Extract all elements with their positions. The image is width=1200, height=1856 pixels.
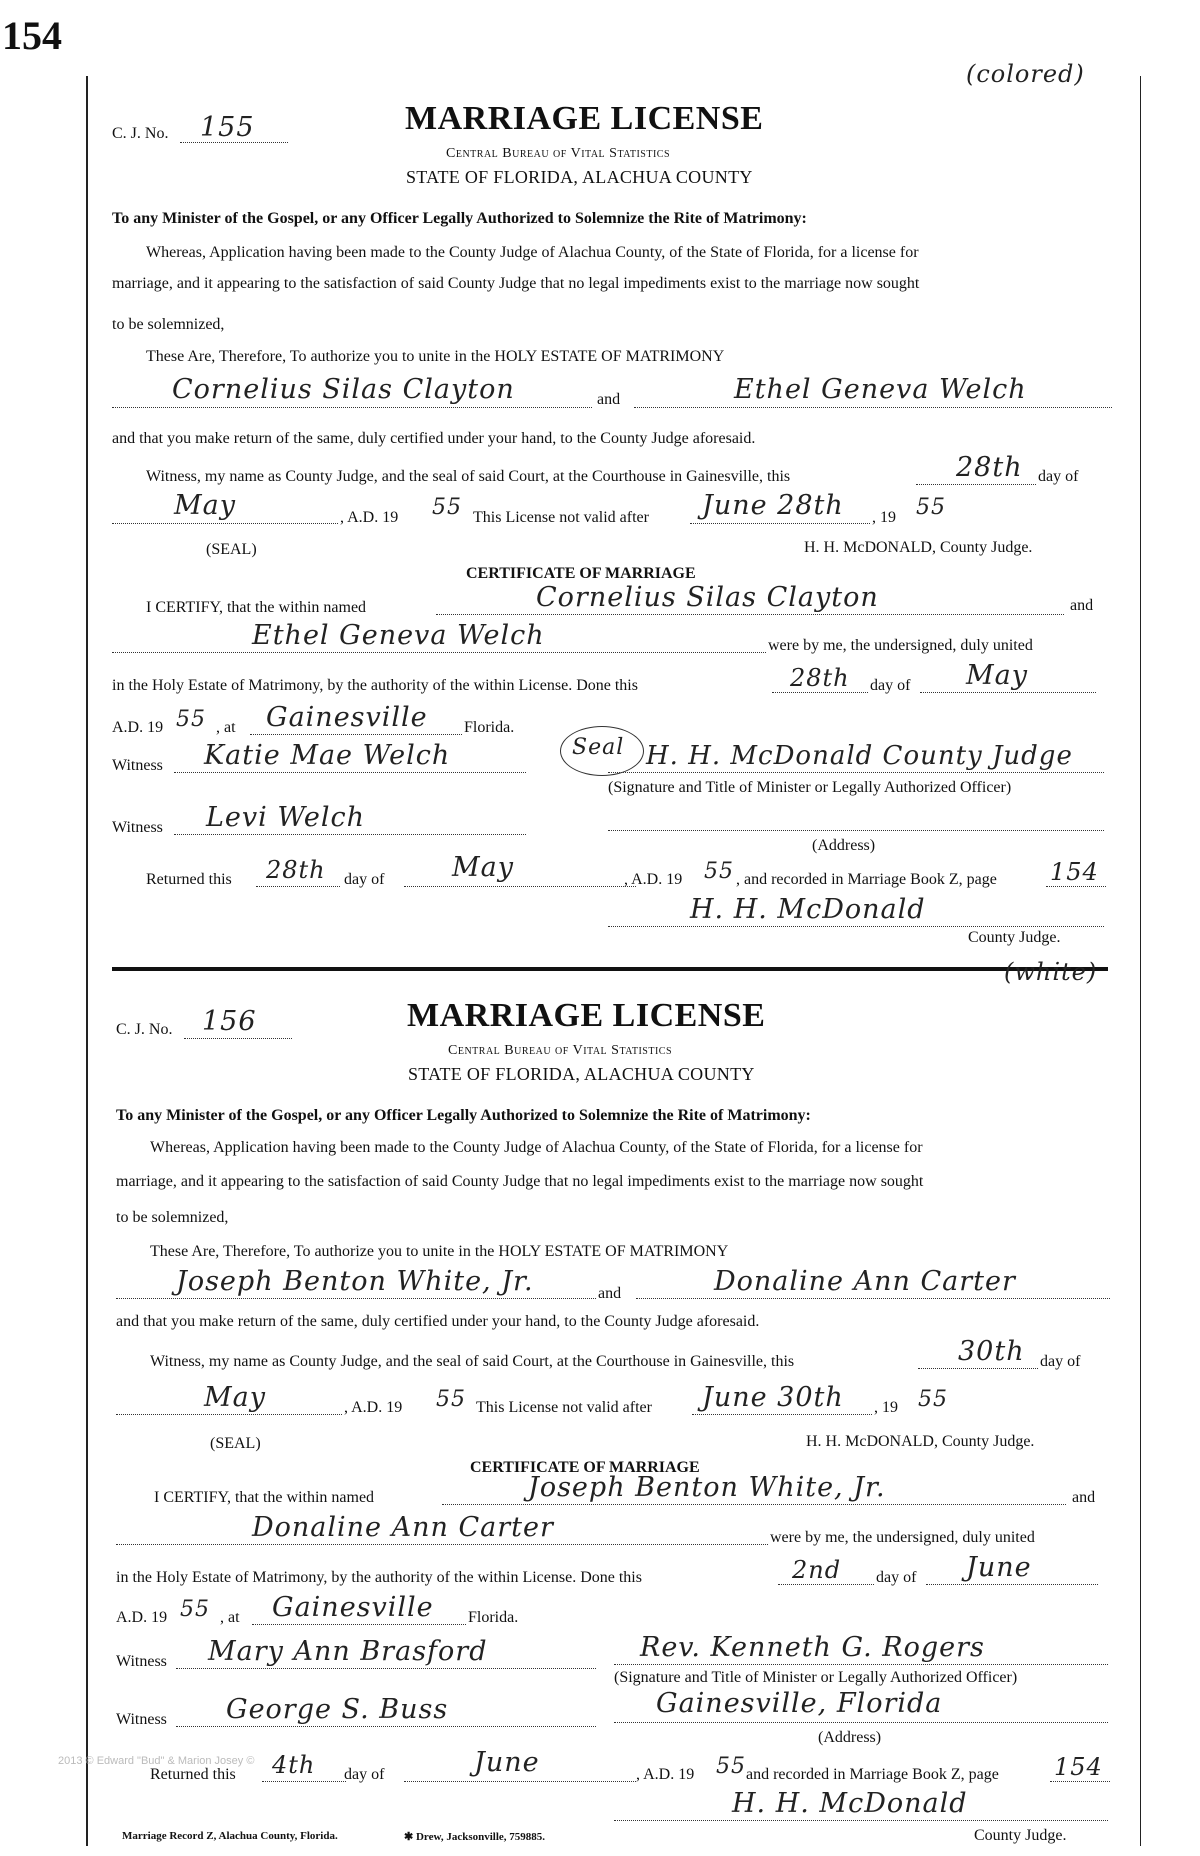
- clerk-signature: H. H. McDonald: [690, 894, 926, 925]
- dotted-line: [926, 1584, 1098, 1585]
- comma-19-label: , 19: [874, 1399, 898, 1416]
- at-label: , at: [220, 1609, 240, 1626]
- done-year: 55: [180, 1597, 210, 1622]
- dotted-line: [112, 523, 338, 524]
- issue-year: 55: [436, 1387, 466, 1412]
- ad-label: , A.D. 19: [340, 509, 399, 526]
- expiry-date: June 28th: [702, 490, 844, 521]
- florida-label: Florida.: [464, 719, 515, 736]
- bureau-subtitle: Central Bureau of Vital Statistics: [448, 1043, 673, 1058]
- witness-2-name: George S. Buss: [226, 1694, 449, 1725]
- groom-name: Cornelius Silas Clayton: [172, 374, 515, 405]
- county-judge-label: County Judge.: [968, 929, 1061, 946]
- comma-19-label: , 19: [872, 509, 896, 526]
- seal-label: (SEAL): [210, 1435, 261, 1452]
- dotted-line: [184, 1038, 292, 1039]
- copyright-watermark: 2013 © Edward "Bud" & Marion Josey ©: [58, 1755, 255, 1767]
- returned-month: June: [474, 1747, 540, 1778]
- footer-record: Marriage Record Z, Alachua County, Florida.: [122, 1830, 338, 1842]
- bureau-subtitle: Central Bureau of Vital Statistics: [446, 146, 671, 161]
- dotted-line: [176, 1668, 596, 1669]
- issue-year: 55: [432, 495, 462, 520]
- done-year: 55: [176, 707, 206, 732]
- place: Gainesville: [272, 1592, 434, 1623]
- and-word: and: [597, 391, 621, 408]
- page-number: 154: [2, 13, 62, 58]
- cert-groom-name: Joseph Benton White, Jr.: [528, 1472, 886, 1503]
- cert-bride-name: Donaline Ann Carter: [252, 1512, 554, 1543]
- dotted-line: [112, 407, 592, 408]
- officiant-signature: Rev. Kenneth G. Rogers: [640, 1632, 985, 1663]
- dotted-line: [116, 1544, 768, 1545]
- return-line: and that you make return of the same, duly certified under your hand, to the County Judge aforesaid.: [112, 430, 756, 447]
- returned-day: 4th: [272, 1751, 316, 1779]
- book-page: 154: [1050, 858, 1099, 886]
- ad-year-label: A.D. 19: [116, 1609, 168, 1626]
- bride-name: Ethel Geneva Welch: [734, 374, 1027, 405]
- printer-text: Drew, Jacksonville, 759885.: [415, 1831, 546, 1843]
- printer-mark-icon: ✱: [404, 1831, 416, 1843]
- expiry-year: 55: [916, 495, 946, 520]
- cert-and-word: and: [1070, 597, 1094, 614]
- done-month: June: [966, 1552, 1032, 1583]
- dotted-line: [690, 523, 870, 524]
- dotted-line: [436, 614, 1064, 615]
- cj-label: C. J. No.: [112, 125, 169, 142]
- done-day-of-label: day of: [870, 677, 911, 694]
- place: Gainesville: [266, 702, 428, 733]
- signature-caption: (Signature and Title of Minister or Legally Authorized Officer): [608, 779, 1012, 796]
- dotted-line: [404, 1781, 636, 1782]
- section-divider: [112, 967, 1108, 971]
- seal-label: (SEAL): [206, 541, 257, 558]
- dotted-line: [918, 1368, 1038, 1369]
- witness-1-name: Mary Ann Brasford: [208, 1636, 488, 1667]
- witness-label-1: Witness: [112, 757, 163, 774]
- certify-line: I CERTIFY, that the within named: [154, 1489, 375, 1506]
- returned-year: 55: [704, 859, 734, 884]
- returned-ad-label: , A.D. 19: [624, 871, 683, 888]
- dotted-line: [916, 484, 1036, 485]
- returned-label: Returned this: [146, 871, 232, 888]
- dotted-line: [262, 1781, 346, 1782]
- returned-day-of-label: day of: [344, 1766, 385, 1783]
- dotted-line: [636, 1298, 1110, 1299]
- certify-line: I CERTIFY, that the within named: [146, 599, 367, 616]
- holy-estate-line: in the Holy Estate of Matrimony, by the authority of the within License. Done this: [112, 677, 638, 694]
- witness-county-judge-line: Witness, my name as County Judge, and the seal of said Court, at the Courthouse in Gainesville, this: [150, 1353, 795, 1370]
- book-page: 154: [1054, 1753, 1103, 1781]
- expiry-date: June 30th: [702, 1382, 844, 1413]
- dotted-line: [112, 652, 766, 653]
- state-county: STATE OF FLORIDA, ALACHUA COUNTY: [406, 167, 753, 187]
- issue-month: May: [174, 490, 236, 521]
- witness-label-1: Witness: [116, 1653, 167, 1670]
- not-valid-label: This License not valid after: [473, 509, 649, 526]
- done-day: 2nd: [792, 1556, 842, 1584]
- footer-printer: [404, 1830, 545, 1843]
- ad-label: , A.D. 19: [344, 1399, 403, 1416]
- dotted-line: [174, 834, 526, 835]
- whereas-line-1: Whereas, Application having been made to the County Judge of Alachua County, of the State of Florida, for a license for: [146, 244, 919, 261]
- returned-day-of-label: day of: [344, 871, 385, 888]
- signature-caption: (Signature and Title of Minister or Legally Authorized Officer): [614, 1669, 1018, 1686]
- dotted-line: [634, 407, 1112, 408]
- returned-year: 55: [716, 1754, 746, 1779]
- not-valid-label: This License not valid after: [476, 1399, 652, 1416]
- seal-mark: Seal: [572, 735, 625, 760]
- cert-bride-name: Ethel Geneva Welch: [252, 620, 545, 651]
- address-caption: (Address): [818, 1729, 882, 1746]
- race-note: (colored): [966, 60, 1085, 88]
- certificate-title: CERTIFICATE OF MARRIAGE: [470, 1459, 700, 1476]
- florida-label: Florida.: [468, 1609, 519, 1626]
- authorize-line: These Are, Therefore, To authorize you to unite in the HOLY ESTATE OF MATRIMONY: [150, 1243, 729, 1260]
- done-month: May: [966, 660, 1028, 691]
- day-of-label: day of: [1040, 1353, 1081, 1370]
- license-title: MARRIAGE LICENSE: [407, 997, 766, 1034]
- dotted-line: [614, 1820, 1108, 1821]
- race-note: (white): [1004, 958, 1098, 986]
- recorded-label: , and recorded in Marriage Book Z, page: [736, 871, 997, 888]
- dotted-line: [692, 1414, 872, 1415]
- certificate-title: CERTIFICATE OF MARRIAGE: [466, 565, 696, 582]
- and-word: and: [598, 1285, 622, 1302]
- dotted-line: [608, 772, 1104, 773]
- dotted-line: [608, 926, 1104, 927]
- dotted-line: [116, 1298, 596, 1299]
- ad-year-label: A.D. 19: [112, 719, 164, 736]
- returned-label: Returned this: [150, 1766, 236, 1783]
- clerk-signature: H. H. McDonald: [732, 1788, 968, 1819]
- dotted-line: [614, 1664, 1108, 1665]
- address-line: To any Minister of the Gospel, or any Officer Legally Authorized to Solemnize the Rite of Matrimony:: [116, 1107, 811, 1124]
- license-title: MARRIAGE LICENSE: [405, 100, 764, 137]
- dotted-line: [404, 886, 636, 887]
- united-line: were by me, the undersigned, duly united: [770, 1529, 1035, 1546]
- judge-label: H. H. McDONALD, County Judge.: [804, 539, 1033, 556]
- dotted-line: [920, 692, 1096, 693]
- judge-label: H. H. McDONALD, County Judge.: [806, 1433, 1035, 1450]
- cert-and-word: and: [1072, 1489, 1096, 1506]
- cj-label: C. J. No.: [116, 1021, 173, 1038]
- groom-name: Joseph Benton White, Jr.: [176, 1266, 534, 1297]
- done-day: 28th: [790, 664, 850, 692]
- whereas-line-2: marriage, and it appearing to the satisfaction of said County Judge that no legal impediments exist to the marriage now sought: [112, 275, 920, 292]
- dotted-line: [608, 830, 1104, 831]
- returned-ad-label: , A.D. 19: [636, 1766, 695, 1783]
- day-of-label: day of: [1038, 468, 1079, 485]
- returned-day: 28th: [266, 856, 326, 884]
- cj-number: 156: [202, 1006, 257, 1037]
- witness-label-2: Witness: [116, 1711, 167, 1728]
- dotted-line: [116, 1414, 342, 1415]
- whereas-line-3: to be solemnized,: [112, 316, 225, 333]
- cj-number: 155: [200, 112, 255, 143]
- holy-estate-line: in the Holy Estate of Matrimony, by the authority of the within License. Done this: [116, 1569, 642, 1586]
- witness-1-name: Katie Mae Welch: [204, 740, 451, 771]
- address-value: Gainesville, Florida: [656, 1688, 943, 1719]
- dotted-line: [174, 772, 526, 773]
- witness-label-2: Witness: [112, 819, 163, 836]
- dotted-line: [442, 1504, 1066, 1505]
- dotted-line: [176, 1726, 596, 1727]
- issue-day: 28th: [956, 452, 1023, 483]
- officiant-signature: H. H. McDonald County Judge: [646, 741, 1073, 771]
- dotted-line: [614, 1722, 1108, 1723]
- authorize-line: These Are, Therefore, To authorize you to unite in the HOLY ESTATE OF MATRIMONY: [146, 348, 725, 365]
- witness-county-judge-line: Witness, my name as County Judge, and the seal of said Court, at the Courthouse in Gainesville, this: [146, 468, 791, 485]
- dotted-line: [252, 1624, 466, 1625]
- dotted-line: [250, 734, 462, 735]
- return-line: and that you make return of the same, duly certified under your hand, to the County Judge aforesaid.: [116, 1313, 760, 1330]
- recorded-label: and recorded in Marriage Book Z, page: [746, 1766, 999, 1783]
- whereas-line-3: to be solemnized,: [116, 1209, 229, 1226]
- issue-month: May: [204, 1382, 266, 1413]
- expiry-year: 55: [918, 1387, 948, 1412]
- county-judge-label: County Judge.: [974, 1827, 1067, 1844]
- united-line: were by me, the undersigned, duly united: [768, 637, 1033, 654]
- address-caption: (Address): [812, 837, 876, 854]
- witness-2-name: Levi Welch: [206, 802, 366, 833]
- cert-groom-name: Cornelius Silas Clayton: [536, 582, 879, 613]
- dotted-line: [256, 886, 340, 887]
- at-label: , at: [216, 719, 236, 736]
- bride-name: Donaline Ann Carter: [714, 1266, 1016, 1297]
- issue-day: 30th: [958, 1336, 1025, 1367]
- returned-month: May: [452, 852, 514, 883]
- address-line: To any Minister of the Gospel, or any Officer Legally Authorized to Solemnize the Rite of Matrimony:: [112, 210, 807, 227]
- done-day-of-label: day of: [876, 1569, 917, 1586]
- whereas-line-2: marriage, and it appearing to the satisfaction of said County Judge that no legal impediments exist to the marriage now sought: [116, 1173, 924, 1190]
- state-county: STATE OF FLORIDA, ALACHUA COUNTY: [408, 1064, 755, 1084]
- whereas-line-1: Whereas, Application having been made to the County Judge of Alachua County, of the State of Florida, for a license for: [150, 1139, 923, 1156]
